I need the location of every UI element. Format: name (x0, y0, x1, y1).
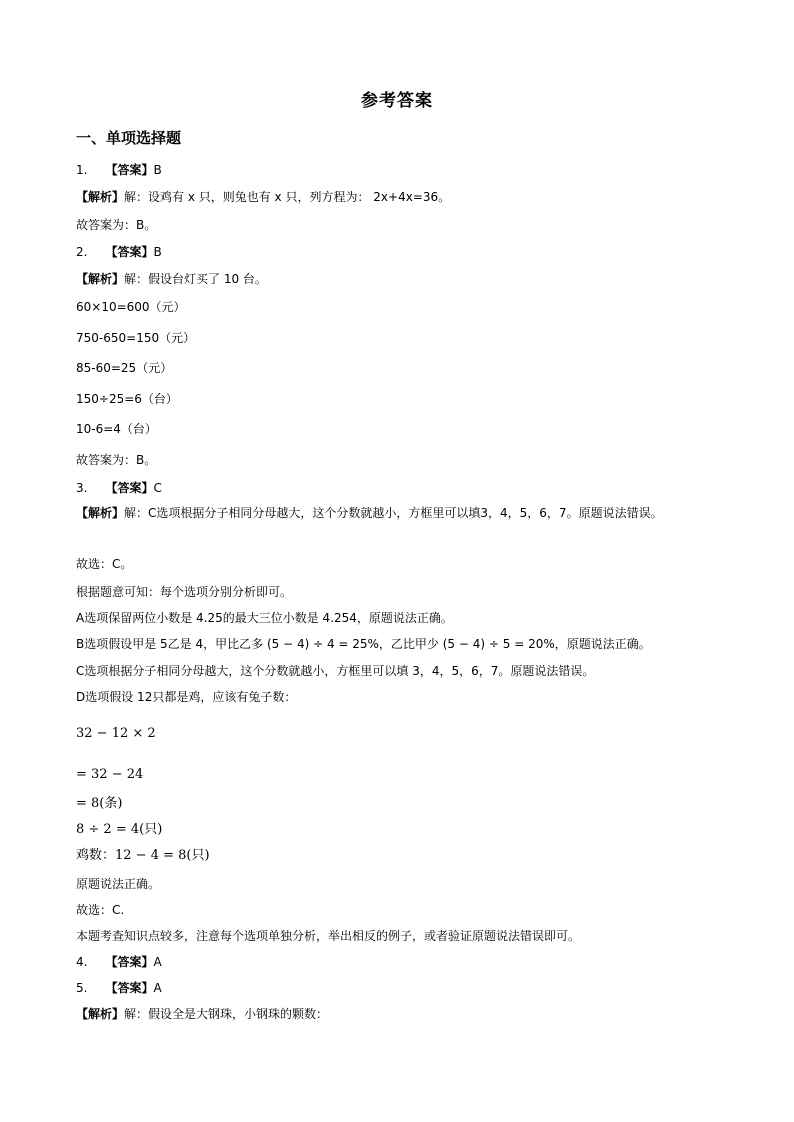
q2-answer: B (153, 245, 162, 259)
q3-math: = 32 − 24 (76, 767, 144, 782)
q5-answer: A (153, 981, 162, 995)
q5-number: 5. (76, 981, 88, 995)
q2-step: 85-60=25（元） (76, 361, 173, 375)
q3-line: C选项根据分子相同分母越大，这个分数就越小，方框里可以填 3，4，5，6，7。原题说法错误。 (76, 664, 595, 678)
q5-analysis: 解：假设全是大钢珠，小钢珠的颗数： (124, 1007, 329, 1021)
q2-step: 750-650=150（元） (76, 331, 196, 345)
section-heading: 一、单项选择题 (76, 129, 182, 147)
q2-analysis: 解：假设台灯买了 10 台。 (124, 272, 267, 286)
q3-math: = 8(条) (76, 796, 123, 811)
q1-conclusion: 故答案为：B。 (76, 218, 157, 232)
q3-answer-tag: 【答案】 (105, 481, 154, 495)
q1-number: 1. (76, 163, 88, 177)
q2-answer-tag: 【答案】 (105, 245, 154, 259)
q3-line: 根据题意可知：每个选项分别分析即可。 (76, 585, 293, 599)
q3-choose: 故选：C。 (76, 557, 133, 571)
q3-analysis-tag: 【解析】 (76, 506, 125, 520)
q3-math: 8 ÷ 2 = 4(只) (76, 822, 163, 837)
q1-answer-line (76, 162, 162, 178)
q4-answer-tag: 【答案】 (105, 955, 154, 969)
q1-analysis-tag: 【解析】 (76, 190, 125, 204)
q2-step: 10-6=4（台） (76, 422, 157, 436)
q3-math: 鸡数：12 − 4 = 8(只) (76, 848, 210, 863)
q3-correct: 原题说法正确。 (76, 877, 161, 891)
q3-choose-2: 故选：C. (76, 903, 125, 917)
q5-answer-line (76, 980, 162, 996)
q3-line: B选项假设甲是 5乙是 4，甲比乙多 (5 − 4) ÷ 4 = 25%，乙比甲少 (5 − 4) ÷ 5 = 20%，原题说法正确。 (76, 637, 651, 651)
q3-answer-line (76, 480, 162, 496)
q3-number: 3. (76, 481, 88, 495)
q2-number: 2. (76, 245, 88, 259)
q3-summary: 本题考查知识点较多，注意每个选项单独分析，举出相反的例子，或者验证原题说法错误即可。 (76, 929, 581, 943)
q4-answer: A (153, 955, 162, 969)
q5-analysis-line (76, 1006, 328, 1022)
q3-line: A选项保留两位小数是 4.25的最大三位小数是 4.254，原题说法正确。 (76, 611, 453, 625)
q3-line: D选项假设 12只都是鸡，应该有兔子数： (76, 690, 297, 704)
q3-math: 32 − 12 × 2 (76, 726, 156, 741)
q3-analysis-line (76, 500, 726, 527)
q2-answer-line (76, 244, 162, 260)
q4-answer-line (76, 954, 162, 970)
q5-answer-tag: 【答案】 (105, 981, 154, 995)
q2-analysis-tag: 【解析】 (76, 272, 125, 286)
q4-number: 4. (76, 955, 88, 969)
q2-step: 60×10=600（元） (76, 300, 186, 314)
q1-analysis-line (76, 189, 450, 205)
q1-answer: B (153, 163, 162, 177)
q2-analysis-line (76, 271, 267, 287)
q5-analysis-tag: 【解析】 (76, 1007, 125, 1021)
q3-analysis: 解：C选项根据分子相同分母越大，这个分数就越小，方框里可以填3，4，5，6，7。原题说法错误。 (124, 506, 663, 520)
q3-answer: C (153, 481, 162, 495)
page-title: 参考答案 (361, 91, 433, 111)
q1-analysis: 解：设鸡有 x 只，则兔也有 x 只，列方程为： 2x+4x=36。 (124, 190, 451, 204)
q2-step: 150÷25=6（台） (76, 392, 178, 406)
q1-answer-tag: 【答案】 (105, 163, 154, 177)
q2-conclusion: 故答案为：B。 (76, 453, 157, 467)
